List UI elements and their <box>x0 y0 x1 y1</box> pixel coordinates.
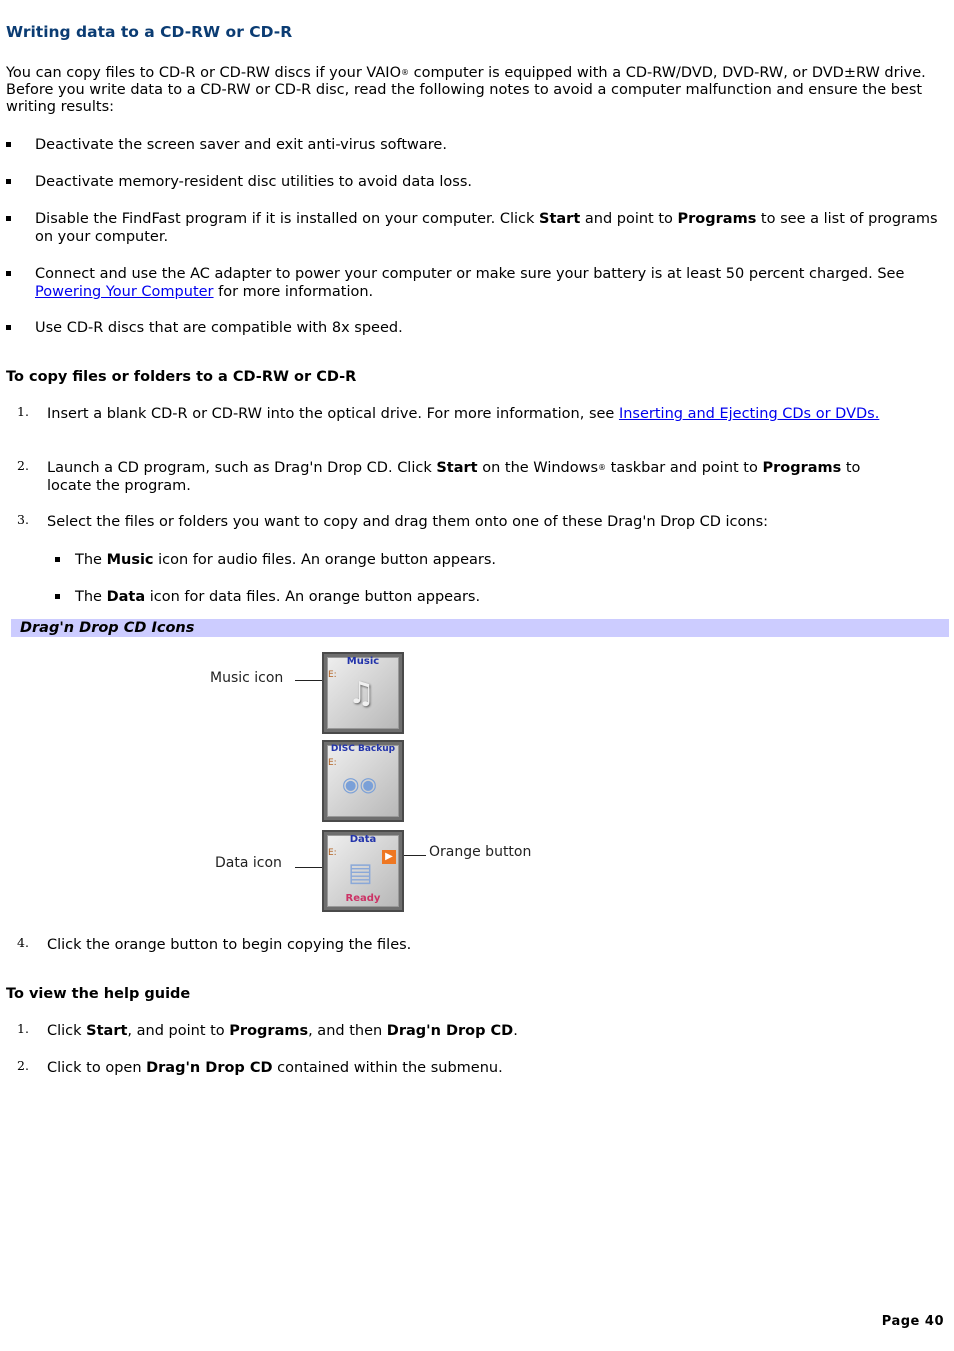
bullet-icon <box>6 216 11 221</box>
bullet-text: Use CD-R discs that are compatible with 8x speed. <box>35 320 403 336</box>
text: The <box>75 552 107 568</box>
list-item <box>6 210 944 246</box>
step-item <box>6 513 906 531</box>
bold-dragndrop: Drag'n Drop CD <box>386 1023 514 1039</box>
text: , and point to <box>127 1023 230 1039</box>
disc-backup-tile <box>322 740 404 822</box>
list-item <box>6 588 944 606</box>
step-text <box>47 1059 906 1077</box>
text: , and then <box>308 1023 387 1039</box>
text: Click <box>47 1023 87 1039</box>
text: icon for audio files. An orange button appears. <box>153 552 497 568</box>
ready-status: Ready <box>345 893 381 904</box>
bullet-text: Deactivate memory-resident disc utilities to avoid data loss. <box>35 174 473 190</box>
bold-music: Music <box>106 552 154 568</box>
text: on the Windows <box>477 460 599 476</box>
registered-mark: ® <box>401 68 409 77</box>
bullet-icon <box>6 142 11 147</box>
document-icon: ▤ <box>348 858 373 888</box>
bullet-text <box>75 551 944 569</box>
bullet-text <box>75 588 944 606</box>
list-item <box>6 136 944 154</box>
bullet-icon <box>55 594 60 599</box>
music-note-icon: ♫ <box>348 676 375 711</box>
text: Insert a blank CD-R or CD-RW into the optical drive. For more information, see <box>47 406 619 422</box>
text: contained within the submenu. <box>272 1060 503 1076</box>
bullet-icon <box>6 179 11 184</box>
step-item <box>6 1059 906 1077</box>
bold-programs: Programs <box>229 1023 309 1039</box>
step-item <box>6 1022 906 1040</box>
intro-text-cont: computer is equipped with a CD-RW/DVD, DVD-RW, or DVD±RW drive. Before you write data to a CD-RW or CD-R disc, read the following notes to avoid a computer malfunction and ensure the best writing results: <box>6 65 926 115</box>
list-item <box>6 551 944 569</box>
step-text <box>47 405 906 423</box>
registered-mark: ® <box>598 463 607 472</box>
leader-line <box>295 867 325 868</box>
step-text <box>47 1022 906 1040</box>
figure-caption <box>11 619 949 637</box>
text: Disable the FindFast program if it is installed on your computer. Click <box>35 211 540 227</box>
bold-data: Data <box>106 589 146 605</box>
bullet-text: Deactivate the screen saver and exit anti-virus software. <box>35 137 447 153</box>
tile-title: DISC Backup <box>330 744 396 754</box>
text: taskbar and point to <box>606 460 763 476</box>
tile-title: Data <box>349 834 377 845</box>
intro-paragraph <box>6 64 944 116</box>
inserting-ejecting-link[interactable]: Inserting and Ejecting CDs or DVDs. <box>618 406 880 422</box>
step-number: 2. <box>17 1058 29 1073</box>
bullet-text <box>35 210 944 246</box>
leader-line <box>295 680 325 681</box>
drive-letter: E: <box>328 848 337 858</box>
text: and point to <box>580 211 678 227</box>
bold-start: Start <box>539 211 581 227</box>
drive-letter: E: <box>328 758 337 768</box>
music-icon-label: Music icon <box>210 670 284 686</box>
step-number: 3. <box>17 512 29 527</box>
step-number: 2. <box>17 458 29 473</box>
text: for more information. <box>213 284 374 300</box>
orange-button-icon: ▶ <box>382 850 396 864</box>
text: The <box>75 589 107 605</box>
text: to locate the program. <box>47 460 861 494</box>
data-icon-label: Data icon <box>215 855 282 871</box>
list-item <box>6 319 944 337</box>
bullet-icon <box>6 325 11 330</box>
bold-programs: Programs <box>677 211 757 227</box>
bullet-icon <box>55 557 60 562</box>
music-tile <box>322 652 404 734</box>
disc-icon: ◉◉ <box>342 772 377 796</box>
caption-text: Drag'n Drop CD Icons <box>20 620 195 636</box>
leader-line <box>404 855 426 856</box>
step-text: Click the orange button to begin copying the files. <box>47 937 412 953</box>
text: to see a list of programs on your computer. <box>35 211 938 245</box>
list-item <box>6 173 944 191</box>
bullet-text <box>35 265 944 301</box>
step-text <box>47 459 906 495</box>
tile-title: Music <box>346 656 380 667</box>
page-number: Page 40 <box>881 1314 944 1329</box>
intro-text: You can copy files to CD-R or CD-RW discs if your VAIO <box>6 65 401 81</box>
bullet-icon <box>6 271 11 276</box>
section-heading-copy: To copy files or folders to a CD-RW or CD-R <box>6 369 357 385</box>
bold-start: Start <box>86 1023 128 1039</box>
data-tile <box>322 830 404 912</box>
text: . <box>513 1023 518 1039</box>
bold-dragndrop: Drag'n Drop CD <box>146 1060 273 1076</box>
bold-start: Start <box>436 460 478 476</box>
bold-programs: Programs <box>762 460 842 476</box>
step-item <box>6 459 906 495</box>
page-title: Writing data to a CD-RW or CD-R <box>6 23 293 41</box>
step-text: Select the files or folders you want to copy and drag them onto one of these Drag'n Drop CD icons: <box>47 514 769 530</box>
text: Click to open <box>47 1060 147 1076</box>
section-heading-help: To view the help guide <box>6 986 191 1002</box>
step-number: 1. <box>17 1021 29 1036</box>
drive-letter: E: <box>328 670 337 680</box>
list-item <box>6 265 944 301</box>
text: icon for data files. An orange button appears. <box>145 589 481 605</box>
orange-button-label: Orange button <box>429 844 532 860</box>
step-number: 1. <box>17 404 29 419</box>
text: Launch a CD program, such as Drag'n Drop CD. Click <box>47 460 437 476</box>
step-item <box>6 936 906 954</box>
dragndrop-figure <box>6 645 944 920</box>
step-item <box>6 405 906 423</box>
powering-your-computer-link[interactable]: Powering Your Computer <box>35 284 214 300</box>
step-number: 4. <box>17 935 29 950</box>
text: Connect and use the AC adapter to power your computer or make sure your battery is at least 50 percent charged. See <box>35 266 905 282</box>
